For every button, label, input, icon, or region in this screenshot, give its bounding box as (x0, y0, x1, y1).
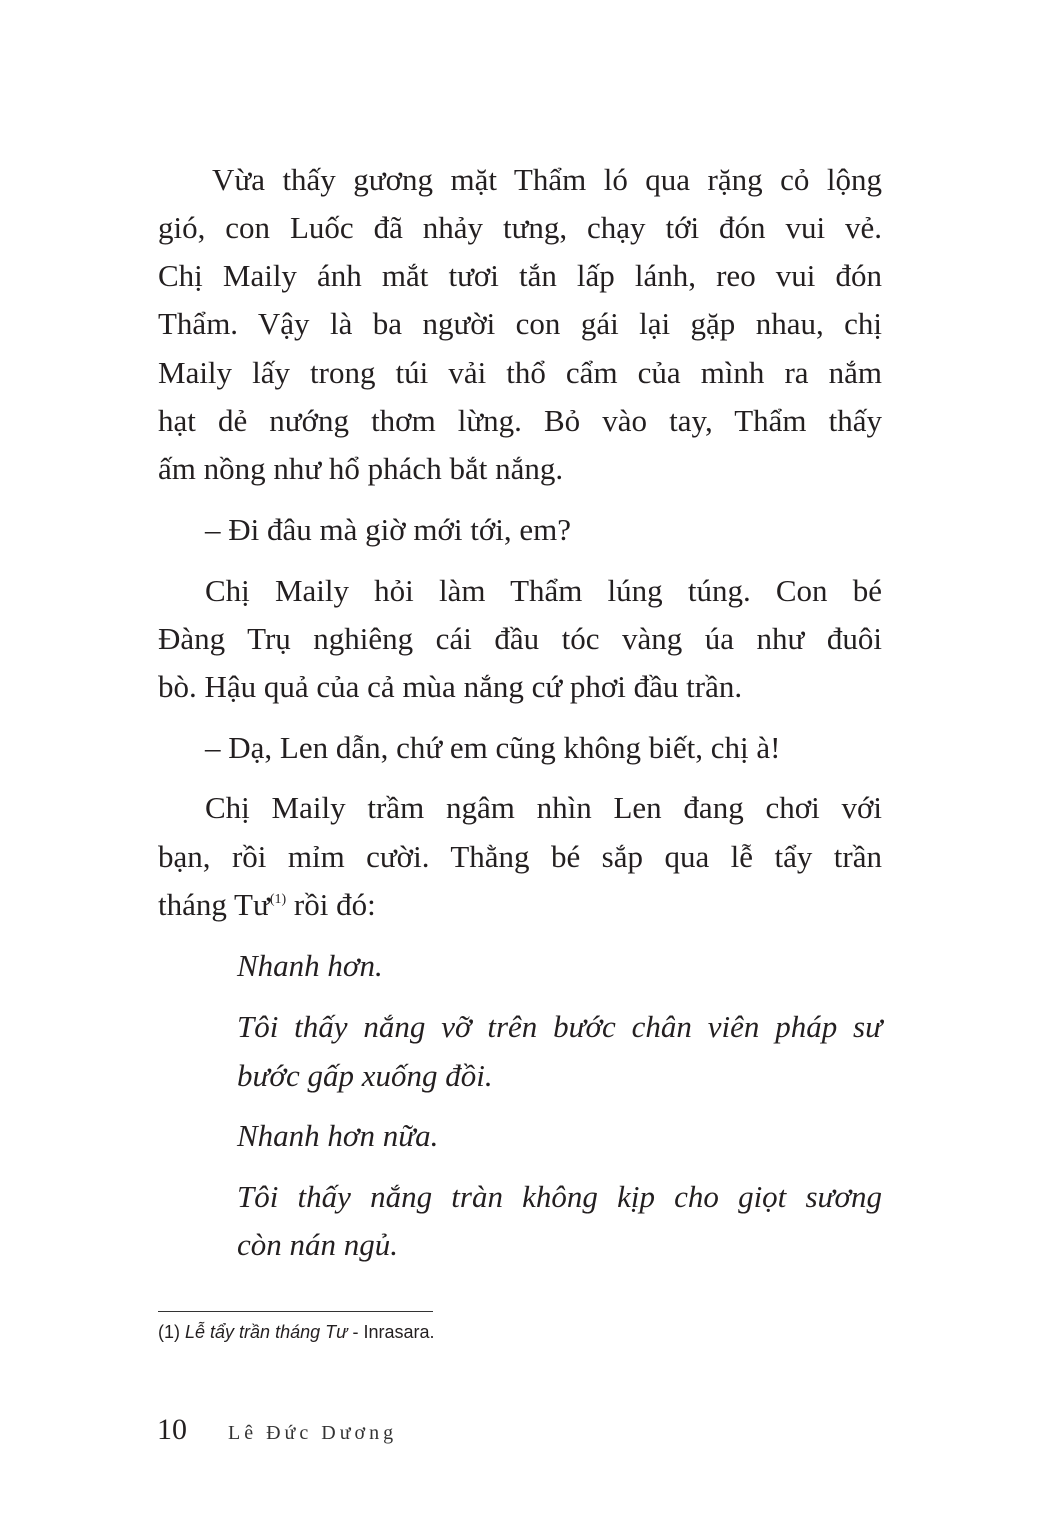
text-line: ấm nồng như hổ phách bắt nắng. (158, 451, 564, 486)
footnote-number: (1) (158, 1322, 180, 1342)
text-line: Chị Maily trầm ngâm nhìn Len đang chơi với (205, 790, 882, 825)
text-line: Chị Maily hỏi làm Thẩm lúng túng. Con bé (205, 573, 882, 608)
poem-line: Nhanh hơn. (237, 948, 383, 983)
running-footer-author: Lê Đức Dương (228, 1422, 398, 1444)
poem-line: bước gấp xuống đồi. (237, 1058, 493, 1093)
text-line: Chị Maily ánh mắt tươi tắn lấp lánh, reo vui đón (158, 258, 882, 293)
text-line: Thẩm. Vậy là ba người con gái lại gặp nhau, chị (158, 306, 882, 341)
page-number: 10 (157, 1413, 187, 1446)
text-line: bạn, rồi mỉm cười. Thằng bé sắp qua lễ tẩy trần (158, 839, 882, 874)
text-line: Đàng Trụ nghiêng cái đầu tóc vàng úa như đuôi (158, 621, 882, 656)
text-line: Vừa thấy gương mặt Thẩm ló qua rặng cỏ lộng (212, 162, 882, 197)
text-line: hạt dẻ nướng thơm lừng. Bỏ vào tay, Thẩm thấy (158, 403, 882, 438)
footnote-source: - Inrasara. (347, 1322, 435, 1342)
poem-line: Tôi thấy nắng vỡ trên bước chân viên pháp sư (237, 1009, 882, 1044)
poem-line: còn nán ngủ. (237, 1227, 399, 1262)
text-line (158, 881, 882, 929)
footnote-reference[interactable]: (1) (269, 892, 287, 907)
dialogue-line: – Đi đâu mà giờ mới tới, em? (205, 512, 572, 547)
poem-line: Nhanh hơn nữa. (237, 1118, 439, 1153)
text-line: bò. Hậu quả của cả mùa nắng cứ phơi đầu trần. (158, 669, 743, 704)
footnote-title: Lễ tẩy trần tháng Tư (185, 1322, 348, 1342)
text-line: gió, con Luốc đã nhảy tưng, chạy tới đón vui vẻ. (158, 210, 882, 245)
dialogue-line: – Dạ, Len dẫn, chứ em cũng không biết, chị à! (205, 730, 781, 765)
text-span: tháng Tư (158, 887, 270, 922)
footnote-divider (158, 1311, 433, 1312)
footnote (158, 1320, 435, 1344)
poem-line: Tôi thấy nắng tràn không kịp cho giọt sương (237, 1179, 882, 1214)
text-span: rồi đó: (286, 887, 376, 922)
text-line: Maily lấy trong túi vải thổ cẩm của mình ra nắm (158, 355, 882, 390)
